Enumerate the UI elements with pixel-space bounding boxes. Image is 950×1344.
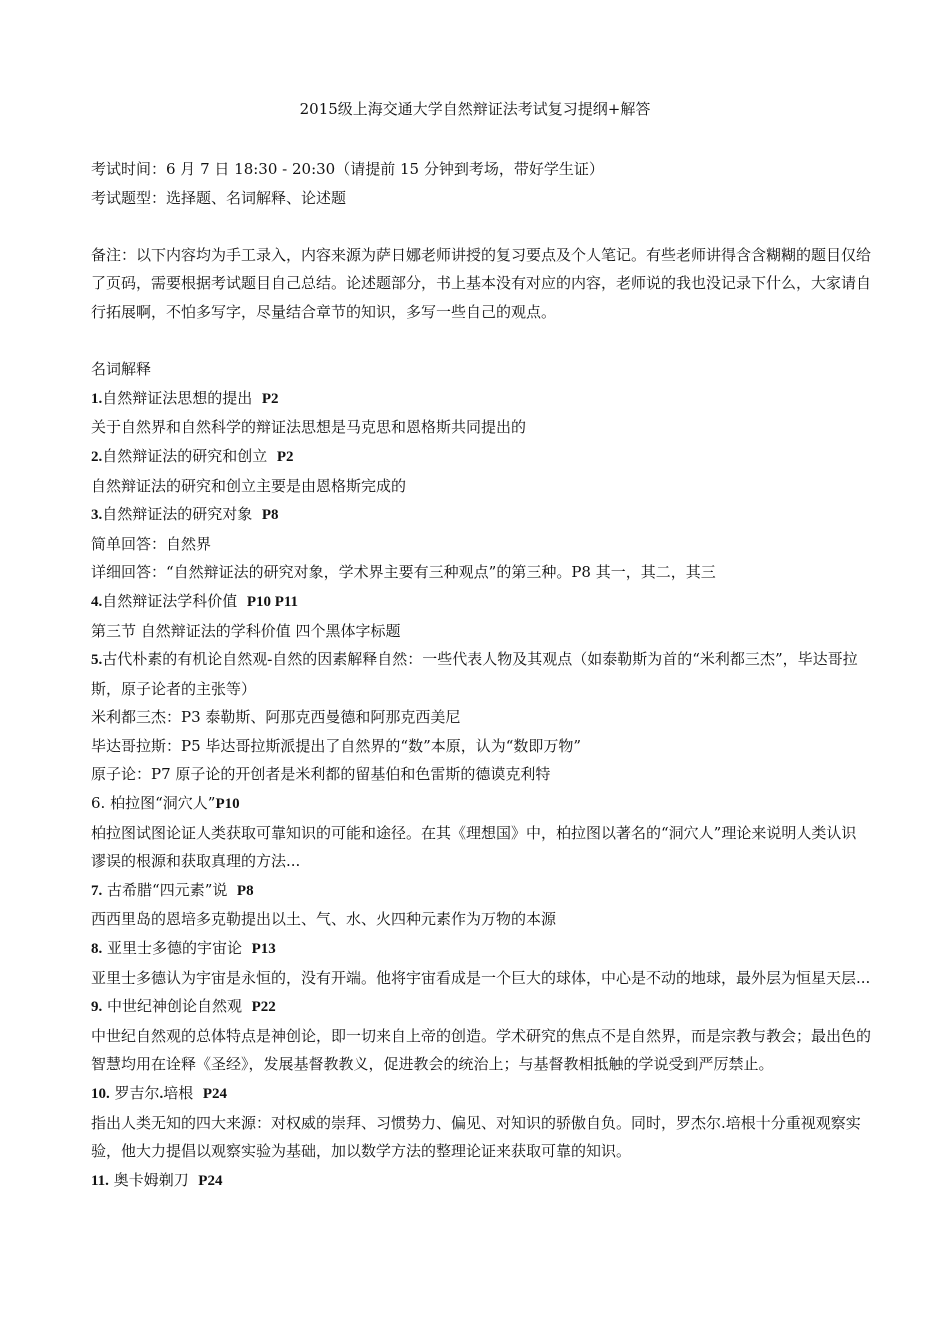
item-title: 古代朴素的有机论自然观 [102,650,268,669]
item-page: P22 [251,999,276,1016]
item-number: 10. [91,1086,110,1102]
item-line: 柏拉图试图论证人类获取可靠知识的可能和途径。在其《理想国》中，柏拉图以著名的“洞穴人”理论来说明人类认识谬误的根源和获取真理的方法... [91,823,857,871]
document-body [91,155,871,1195]
item-heading [91,934,871,964]
item-title: 古希腊“四元素”说 [107,880,228,899]
item-line: 西西里岛的恩培多克勒提出以土、气、水、火四种元素作为万物的本源 [91,910,557,929]
item-dash: - [267,652,273,669]
item-line: 亚里士多德认为宇宙是永恒的，没有开端。他将宇宙看成是一个巨大的球体，中心是不动的地球，最外层为恒星天层... [91,968,871,987]
item-line: 第三节 自然辩证法的学科价值 四个黑体字标题 [91,621,401,640]
item-line: 毕达哥拉斯：P5 毕达哥拉斯派提出了自然界的“数”本原，认为“数即万物” [91,736,582,755]
item-line: 自然辩证法的研究和创立主要是由恩格斯完成的 [91,476,407,495]
item-heading [91,500,871,530]
item-line: 指出人类无知的四大来源：对权威的崇拜、习惯势力、偏见、对知识的骄傲自负。同时，罗杰尔.培根十分重视观察实验，他大力提倡以观察实验为基础，加以数学方法的整理论证来获取可靠的知识。 [91,1113,861,1161]
item-number: 5. [91,652,103,669]
item-heading [91,442,871,472]
item-page: P10 [215,796,240,813]
item-heading [91,789,871,819]
item-number: 1. [91,390,103,407]
item-line: 详细回答：“自然辩证法的研究对象，学术界主要有三种观点”的第三种。P8 其一，其二，其三 [91,563,716,582]
item-title: 奥卡姆剃刀 [113,1170,189,1189]
item-page: P24 [198,1172,223,1189]
item-title: 亚里士多德的宇宙论 [107,939,243,958]
exam-types: 考试题型：选择题、名词解释、论述题 [91,188,347,207]
item-title: 罗吉尔 [114,1084,160,1102]
item-heading [91,645,871,703]
item-title: 自然辩证法的研究对象 [102,505,253,524]
item-line: 原子论：P7 原子论的开创者是米利都的留基伯和色雷斯的德谟克利特 [91,765,551,784]
document-title: 2015级上海交通大学自然辩证法考试复习提纲+解答 [299,100,651,118]
item-number: 4. [91,593,103,610]
item-title-2: 培根 [163,1084,194,1102]
item-heading [91,876,871,906]
item-page: P8 [261,507,279,524]
item-page: P13 [251,941,276,958]
item-heading [91,992,871,1022]
item-title: 自然辩证法的研究和创立 [102,446,268,465]
item-title: 自然辩证法学科价值 [102,591,238,610]
item-title: 柏拉图“洞穴人” [110,794,216,813]
item-number: 3. [91,507,103,524]
item-line: 关于自然界和自然科学的辩证法思想是马克思和恩格斯共同提出的 [91,418,527,437]
item-number: 8. [91,941,103,958]
note-paragraph: 备注：以下内容均为手工录入，内容来源为萨日娜老师讲授的复习要点及个人笔记。有些老师讲得含含糊糊的题目仅给了页码，需要根据考试题目自己总结。论述题部分，书上基本没有对应的内容，老师说的我也没记录下什么，大家请自行拓展啊，不怕多写字，尽量结合章节的知识，多写一些自己的观点。 [91,245,872,321]
item-page: P24 [202,1086,228,1102]
item-heading [91,587,871,617]
item-title: 自然辩证法思想的提出 [102,388,253,407]
exam-time: 考试时间：6 月 7 日 18:30 - 20:30（请提前 15 分钟到考场，带好学生证） [91,160,604,178]
item-page: P2 [261,390,279,407]
item-number: 6. [91,794,106,813]
section-heading: 名词解释 [91,360,152,379]
item-number: 7. [91,882,103,899]
item-page: P8 [236,882,254,899]
item-heading [91,1079,871,1109]
item-title: 中世纪神创论自然观 [107,997,243,1016]
item-page: P2 [276,448,294,465]
item-number: 2. [91,448,103,465]
item-heading [91,384,871,414]
item-heading [91,1166,871,1196]
item-number: 9. [91,999,103,1016]
item-page: P10 P11 [246,593,299,610]
item-line: 简单回答：自然界 [91,534,212,553]
item-title-tail: 自然的因素解释自然：一些代表人物及其观点（如泰勒斯为首的“米利都三杰”，毕达哥拉斯，原子论者的主张等） [91,650,858,698]
item-number: 11. [91,1172,109,1189]
item-line: 米利都三杰：P3 泰勒斯、阿那克西曼德和阿那克西美尼 [91,708,461,727]
item-line: 中世纪自然观的总体特点是神创论，即一切来自上帝的创造。学术研究的焦点不是自然界，而是宗教与教会；最出色的智慧均用在诠释《圣经》，发展基督教教义，促进教会的统治上；与基督教相抵触的学说受到严厉禁止。 [91,1026,872,1074]
item-dot: . [159,1086,164,1102]
